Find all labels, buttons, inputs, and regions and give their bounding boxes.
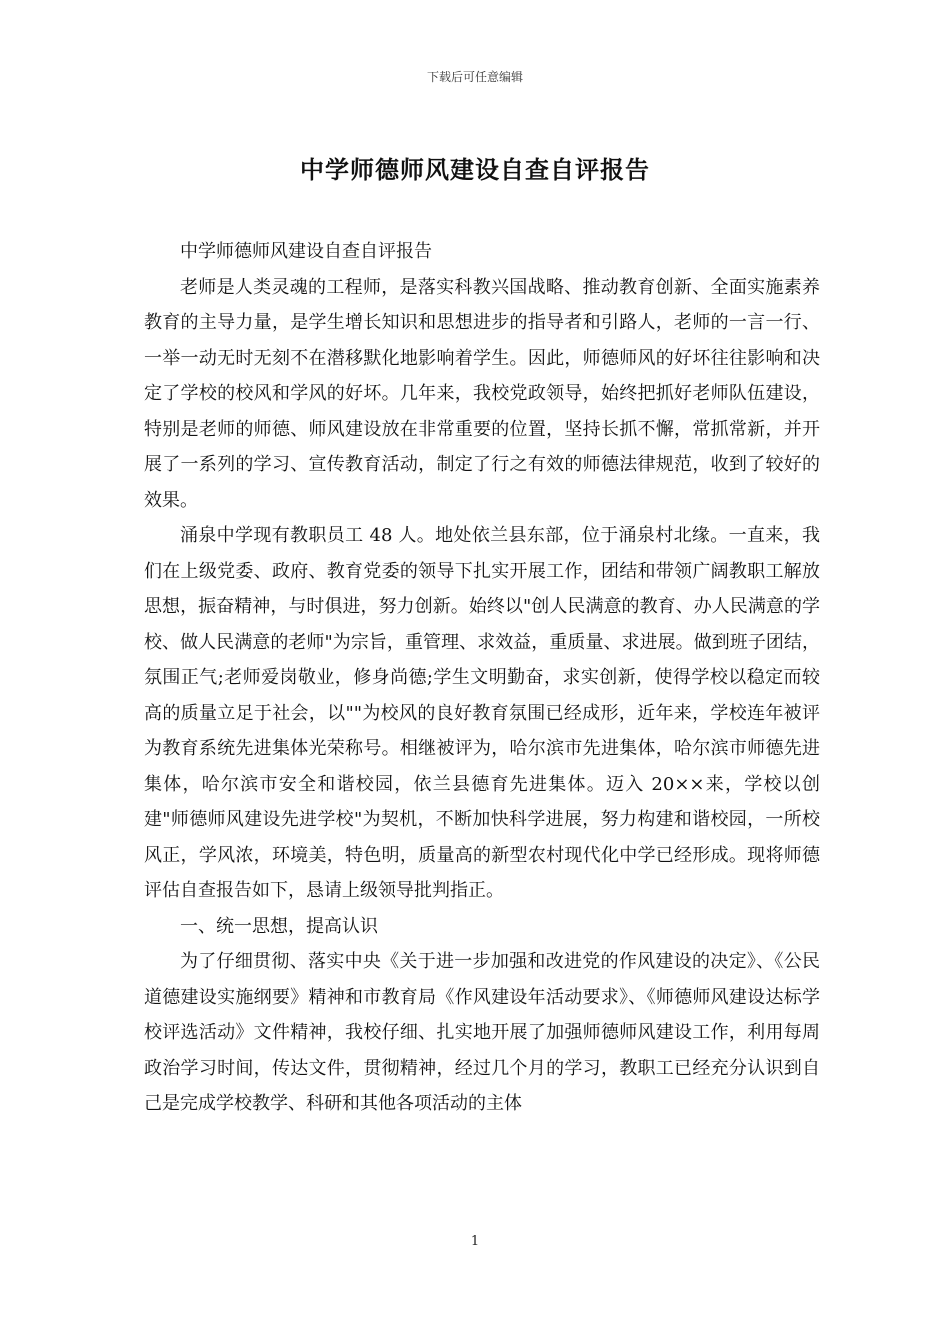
subtitle-paragraph: 中学师德师风建设自查自评报告: [180, 241, 432, 262]
section-heading: 一、统一思想，提高认识: [180, 915, 378, 937]
body-paragraph: 老师是人类灵魂的工程师，是落实科教兴国战略、推动教育创新、全面实施素养教育的主导力量，是学生增长知识和思想进步的指导者和引路人，老师的一言一行、一举一动无时无刻不在潜移默化地影响着学生。因此，师德师风的好坏往往影响和决定了学校的校风和学风的好坏。几年来，我校党政领导，始终把抓好老师队伍建设，特别是老师的师德、师风建设放在非常重要的位置，坚持长抓不懈，常抓常新，并开展了一系列的学习、宣传教育活动，制定了行之有效的师德法律规范，收到了较好的效果。: [144, 276, 820, 511]
document-title: 中学师德师风建设自查自评报告: [300, 155, 650, 184]
header-note: 下载后可任意编辑: [426, 70, 523, 84]
body-paragraph: 为了仔细贯彻、落实中央《关于进一步加强和改进党的作风建设的决定》、《公民道德建设实施纲要》精神和市教育局《作风建设年活动要求》、《师德师风建设达标学校评选活动》文件精神，我校仔细、扎实地开展了加强师德师风建设工作，利用每周政治学习时间，传达文件，贯彻精神，经过几个月的学习，教职工已经充分认识到自己是完成学校教学、科研和其他各项活动的主体: [144, 951, 820, 1114]
body-paragraph: 涌泉中学现有教职员工 48 人。地处依兰县东部，位于涌泉村北缘。一直来，我们在上级党委、政府、教育党委的领导下扎实开展工作，团结和带领广阔教职工解放思想，振奋精神，与时俱进，努力创新。始终以"创人民满意的教育、办人民满意的学校、做人民满意的老师"为宗旨，重管理、求效益，重质量、求进展。做到班子团结，氛围正气;老师爱岗敬业，修身尚德;学生文明勤奋，求实创新，使得学校以稳定而较高的质量立足于社会，以""为校风的良好教育氛围已经成形，近年来，学校连年被评为教育系统先进集体光荣称号。相继被评为，哈尔滨市先进集体，哈尔滨市师德先进集体，哈尔滨市安全和谐校园，依兰县德育先进集体。迈入 20××来，学校以创建"师德师风建设先进学校"为契机，不断加快科学进展，努力构建和谐校园，一所校风正，学风浓，环境美，特色明，质量高的新型农村现代化中学已经形成。现将师德评估自查报告如下，恳请上级领导批判指正。: [144, 525, 820, 901]
page-number: 1: [470, 1234, 480, 1249]
document-body: [144, 234, 820, 1122]
